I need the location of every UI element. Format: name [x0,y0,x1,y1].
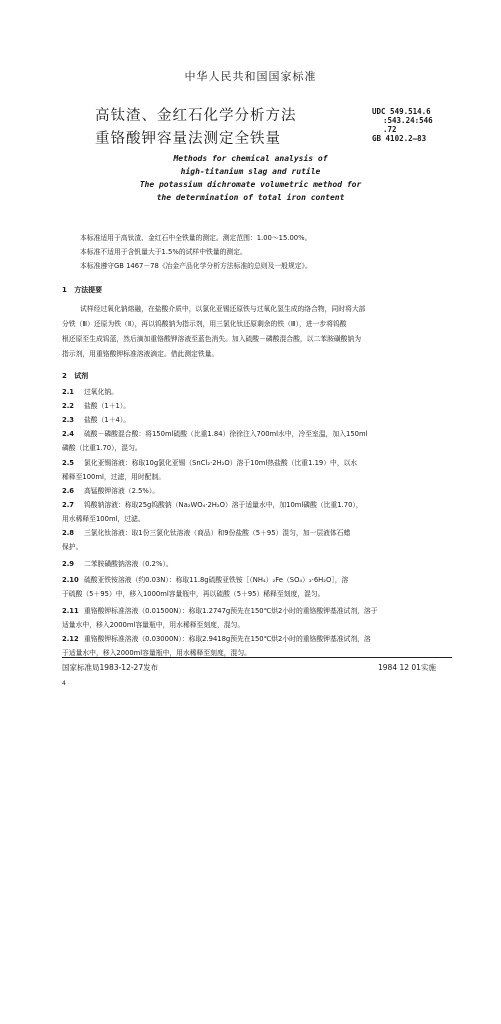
issue-date: 国家标准局1983-12-27发布 [62,663,159,672]
udc-line-1: UDC 549.514.6 [372,107,431,116]
reagent-text: 三氯化钛溶液：取1份三氯化钛溶液（商品）和9份盐酸（5＋95）混匀，加一层液体石蜡 [84,529,351,537]
reagent-item-continuation [62,588,324,598]
section-1-line-1: 试样经过氧化钠熔融，在盐酸介质中，以氯化亚锡还原铁与过氧化氢生成的络合物，同时将大部 [80,305,366,313]
reagent-number: 2.9 [62,560,75,568]
reagent-number: 2.2 [62,402,75,410]
reagent-item [62,414,130,424]
reagent-number: 2.12 [62,635,79,643]
udc-line-3: .72 [383,125,397,134]
reagent-item-continuation [62,513,145,523]
udc-line-2: :543.24:546 [383,116,433,125]
intro-line-1: 本标准适用于高钛渣、金红石中全铁量的测定。测定范围：1.00～15.00%。 [80,234,312,242]
reagent-item [62,527,350,537]
reagent-item [62,574,348,584]
title-zh-line-2: 重铬酸钾容量法测定全铁量 [95,131,281,147]
gb-number: GB 4102.2—83 [372,134,427,143]
reagent-number: 2.10 [62,576,79,584]
reagent-item [62,457,357,467]
reagent-text: 盐酸（1＋4）。 [84,416,131,424]
reagent-text: 稀释至100ml，过滤，用时配制。 [62,473,166,481]
section-2-heading [62,371,88,381]
reagent-item-continuation [62,442,142,452]
reagent-item-continuation [62,647,251,657]
title-en-line-2: high-titanium slag and rutile [180,167,321,176]
title-en-line-4: the determination of total iron content [156,193,345,202]
reagent-number: 2.4 [62,430,75,438]
section-1-number: 1 [62,286,67,294]
reagent-text: 高锰酸钾溶液（2.5%）。 [84,487,160,495]
reagent-item [62,400,130,410]
section-1-line-4: 指示剂，用重铬酸钾标准溶液滴定。借此测定铁量。 [62,350,219,358]
reagent-number: 2.5 [62,459,75,467]
reagent-number: 2.7 [62,501,75,509]
reagent-text: 氯化亚锡溶液：称取10g氯化亚锡（SnCl₂·2H₂O）溶于10ml热盐酸（比重1.19）中，以水 [84,459,358,467]
reagent-item-continuation [62,471,165,481]
intro-line-2: 本标准不适用于含钒量大于1.5%的试样中铁量的测定。 [80,248,247,256]
page-number: 4 [62,680,66,687]
reagent-text: 二苯胺磺酸钠溶液（0.2%）。 [84,560,173,568]
reagent-text: 钨酸钠溶液：称取25g钨酸钠（Na₂WO₄·2H₂O）溶于适量水中，加10ml磷酸（比重1.70）， [84,501,363,509]
reagent-number: 2.3 [62,416,75,424]
reagent-text: 盐酸（1＋1）。 [84,402,131,410]
footer-rule [62,657,452,658]
reagent-text: 硫酸亚铁铵溶液（约0.03N）：称取11.8g硫酸亚铁铵［（NH₄）₂Fe（SO₄）₂·6H₂O］，溶 [84,576,349,584]
section-2-title: 试剂 [74,372,89,380]
section-2-number: 2 [62,372,67,380]
section-1-line-2: 分铁（Ⅲ）还原为铁（Ⅱ），再以钨酸钠为指示剂，用三氯化钛还原剩余的铁（Ⅲ），进一步将钨酸 [62,320,347,328]
reagent-number: 2.1 [62,388,75,396]
reagent-text: 磷酸（比重1.70），混匀。 [62,444,142,452]
reagent-text: 用水稀释至100ml，过滤。 [62,515,145,523]
reagent-item [62,428,368,438]
reagent-item [62,499,363,509]
reagent-item [62,605,378,615]
title-zh-line-1: 高钛渣、金红石化学分析方法 [95,108,297,124]
reagent-text: 重铬酸钾标准溶液（0.01500N）：称取1.2747g预先在150℃烘2小时的重铬酸钾基准试剂，溶于 [84,607,378,615]
title-en-line-3: The potassium dichromate volumetric method for [139,180,362,189]
reagent-item [62,558,173,568]
reagent-item [62,485,159,495]
reagent-text: 重铬酸钾标准溶液（0.03000N）：称取2.9418g预先在150℃烘2小时的重铬酸钾基准试剂，溶 [84,635,371,643]
reagent-text: 保护。 [62,543,83,551]
reagent-text: 过氧化钠。 [84,388,118,396]
section-1-heading [62,285,102,295]
reagent-number: 2.11 [62,607,79,615]
reagent-number: 2.8 [62,529,75,537]
reagent-text: 于适量水中，移入2000ml容量瓶中，用水稀释至刻度，混匀。 [62,649,251,657]
section-1-line-3: 根还原至生成钨蓝，然后滴加重铬酸钾溶液至蓝色消失。加入硫酸－磷酸混合酸，以二苯胺磺酸钠为 [62,335,362,343]
reagent-text: 适量水中，移入2000ml容量瓶中，用水稀释至刻度，混匀。 [62,621,245,629]
reagent-item-continuation [62,541,82,551]
reagent-item [62,386,118,396]
section-1-title: 方法提要 [74,286,103,294]
reagent-number: 2.6 [62,487,75,495]
standard-header: 中华人民共和国国家标准 [184,70,317,83]
reagent-text: 于硫酸（5＋95）中，移入1000ml容量瓶中，再以硫酸（5＋95）稀释至刻度，混匀。 [62,590,325,598]
reagent-item [62,633,371,643]
reagent-text: 硫酸－磷酸混合酸：将150ml硫酸（比重1.84）徐徐注入700ml水中，冷至室温，加入150ml [84,430,368,438]
reagent-item-continuation [62,619,244,629]
intro-line-3: 本标准遵守GB 1467－78《冶金产品化学分析方法标准的总则及一般规定》。 [80,262,312,270]
implement-date: 1984 12 01实施 [378,663,436,672]
title-en-line-1: Methods for chemical analysis of [173,154,328,163]
